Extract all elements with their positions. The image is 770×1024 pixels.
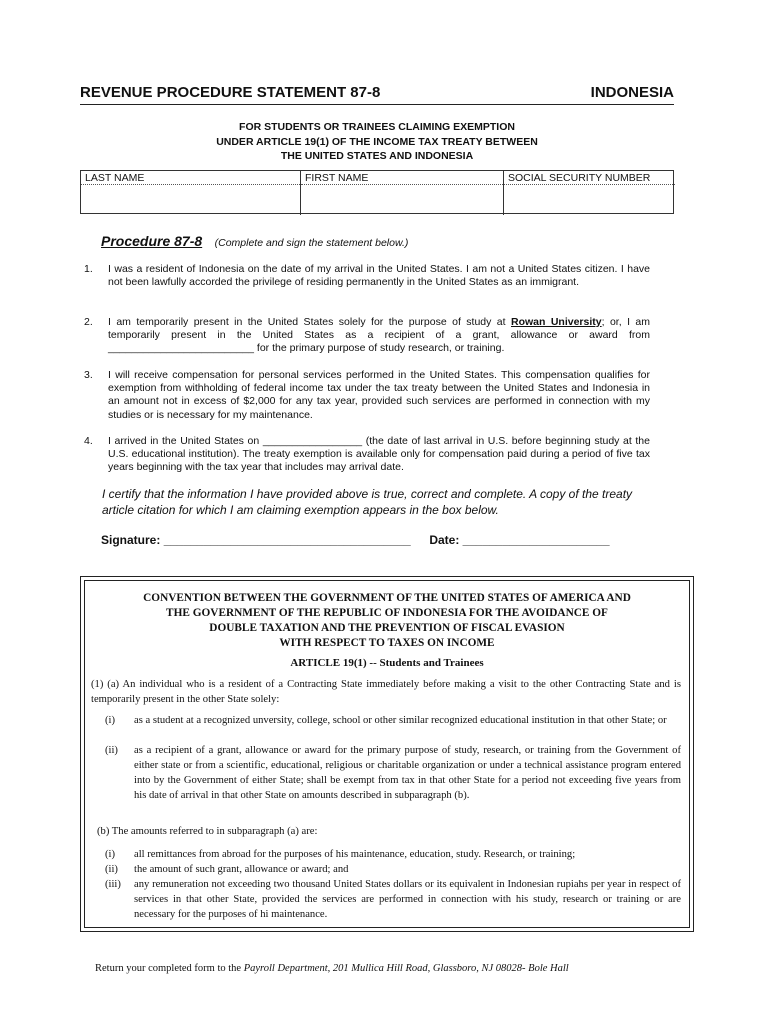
procedure-title: Procedure 87-8 [101, 233, 203, 249]
procedure-heading [101, 233, 408, 251]
item-text: I was a resident of Indonesia on the date of my arrival in the United States. I am not a United States citizen. I have not been lawfully accorded the privilege of residing permanently in the United States as an immigrant. [108, 263, 650, 289]
last-name-cell[interactable] [81, 171, 301, 215]
university-name[interactable]: Rowan University [511, 316, 602, 328]
subitem-text: the amount of such grant, allowance or award; and [134, 864, 349, 875]
treaty-inner-frame [84, 580, 690, 928]
item-text-a: I arrived in the United States on [108, 435, 260, 447]
subitem-number: (iii) [105, 879, 121, 890]
item-text [108, 435, 650, 475]
subtitle-line: THE UNITED STATES AND INDONESIA [280, 150, 474, 162]
last-name-label: LAST NAME [81, 171, 300, 185]
treaty-heading [85, 591, 689, 651]
subtitle-line: FOR STUDENTS OR TRAINEES CLAIMING EXEMPTION [239, 121, 515, 133]
payroll-address: Payroll Department, 201 Mullica Hill Road, Glassboro, NJ 08028- Bole Hall [243, 963, 569, 974]
subtitle-line: UNDER ARTICLE 19(1) OF THE INCOME TAX TREATY BETWEEN [216, 135, 538, 148]
form-subtitle [80, 120, 674, 164]
ssn-label: SOCIAL SECURITY NUMBER [504, 171, 675, 185]
subitem-number: (i) [105, 715, 115, 726]
first-name-label: FIRST NAME [301, 171, 503, 185]
subitem-text: as a student at a recognized unversity, college, school or other similar recognized educational institution in that other State; or [134, 715, 667, 726]
treaty-country: INDONESIA [590, 84, 674, 101]
subitem-text: as a recipient of a grant, allowance or award for the primary purpose of study, research, or training from the Government of either state or from a scientific, educational, religious or charitable organization or under a technical assistance program entered into by the Government of either State; shall be exempt from tax in that other State for a period not exceeding five years from his date of arrival in that other State on amounts described in subparagraph (b). [134, 745, 681, 801]
procedure-note: (Complete and sign the statement below.) [214, 237, 409, 249]
treaty-subitem-b-i [105, 847, 681, 862]
treaty-paragraph-1a: (1) (a) An individual who is a resident of a Contracting State immediately before making a visit to the other Contracting State and is temporarily present in the other State solely: [91, 679, 681, 705]
item-number: 3. [84, 369, 93, 381]
item-text-a: I am temporarily present in the United States solely for the purpose of study at [108, 316, 506, 328]
item-text: I will receive compensation for personal services performed in the United States. This compensation qualifies for exemption from withholding of federal income tax under the tax treaty between the United States and Indonesia in an amount not in excess of $2,000 for any tax year, provided such services are performed in connection with my studies or is necessary for my maintenance. [108, 369, 650, 421]
treaty-heading-line: DOUBLE TAXATION AND THE PREVENTION OF FISCAL EVASION [209, 622, 565, 634]
treaty-paragraph-b: (b) The amounts referred to in subparagraph (a) are: [97, 826, 318, 837]
treaty-citation-box [80, 576, 694, 932]
treaty-subitem-b-iii [105, 877, 681, 922]
item-number: 4. [84, 435, 93, 447]
return-instructions [95, 963, 569, 974]
signature-line[interactable]: _____________________________________ [163, 533, 411, 547]
statement-item-4 [84, 435, 650, 475]
subitem-number: (i) [105, 849, 115, 860]
item-text [108, 316, 650, 356]
date-label: Date: [429, 533, 460, 547]
form-title: REVENUE PROCEDURE STATEMENT 87-8 [80, 84, 381, 101]
signature-row [101, 533, 610, 547]
first-name-cell[interactable] [301, 171, 504, 215]
certification-text: I certify that the information I have provided above is true, correct and complete. A copy of the treaty article citation for which I am claiming exemption appears in the box below. [102, 487, 633, 517]
item-number: 2. [84, 316, 93, 328]
subitem-text: all remittances from abroad for the purposes of his maintenance, education, study. Research, or training; [134, 849, 576, 860]
treaty-heading-line: THE GOVERNMENT OF THE REPUBLIC OF INDONESIA FOR THE AVOIDANCE OF [166, 607, 608, 619]
arrival-date-blank[interactable]: _________________ [262, 435, 363, 447]
grantor-blank[interactable]: _________________________ [108, 342, 254, 355]
article-title: ARTICLE 19(1) -- Students and Trainees [290, 657, 484, 669]
date-line[interactable]: ______________________ [462, 533, 610, 547]
statement-item-3 [84, 369, 650, 422]
subitem-text: any remuneration not exceeding two thousand United States dollars or its equivalent in Indonesian rupiahs per year in respect of services in that other State, provided the services are performed in connection with his study, research or training or are necessary for the purposes of hi maintenance. [134, 879, 681, 920]
signature-label: Signature: [101, 533, 161, 547]
item-text-b: ; or, I am temporarily present in the United States as a recipient of a grant, allowance or award from [108, 316, 650, 342]
treaty-subitem-b-ii [105, 862, 681, 877]
subitem-number: (ii) [105, 864, 118, 875]
statement-item-2 [84, 316, 650, 356]
form-header [80, 84, 674, 105]
ssn-cell[interactable] [504, 171, 675, 215]
footer-text: Return your completed form to the [95, 963, 242, 974]
treaty-heading-line: CONVENTION BETWEEN THE GOVERNMENT OF THE UNITED STATES OF AMERICA AND [143, 592, 631, 604]
item-number: 1. [84, 263, 93, 275]
treaty-subitem-a-ii [105, 743, 681, 803]
item-text-c: for the primary purpose of study research, or training. [254, 342, 505, 355]
name-table [80, 170, 674, 214]
treaty-subitem-a-i [105, 713, 681, 728]
statement-item-1 [84, 263, 650, 289]
treaty-heading-line: WITH RESPECT TO TAXES ON INCOME [279, 637, 495, 649]
subitem-number: (ii) [105, 745, 118, 756]
item-text-b: (the date of last arrival in U.S. before beginning study at the U.S. educational institution). The treaty exemption is available only for compensation paid during a period of five tax years beginning with the tax year that includes may arrival date. [108, 435, 650, 474]
